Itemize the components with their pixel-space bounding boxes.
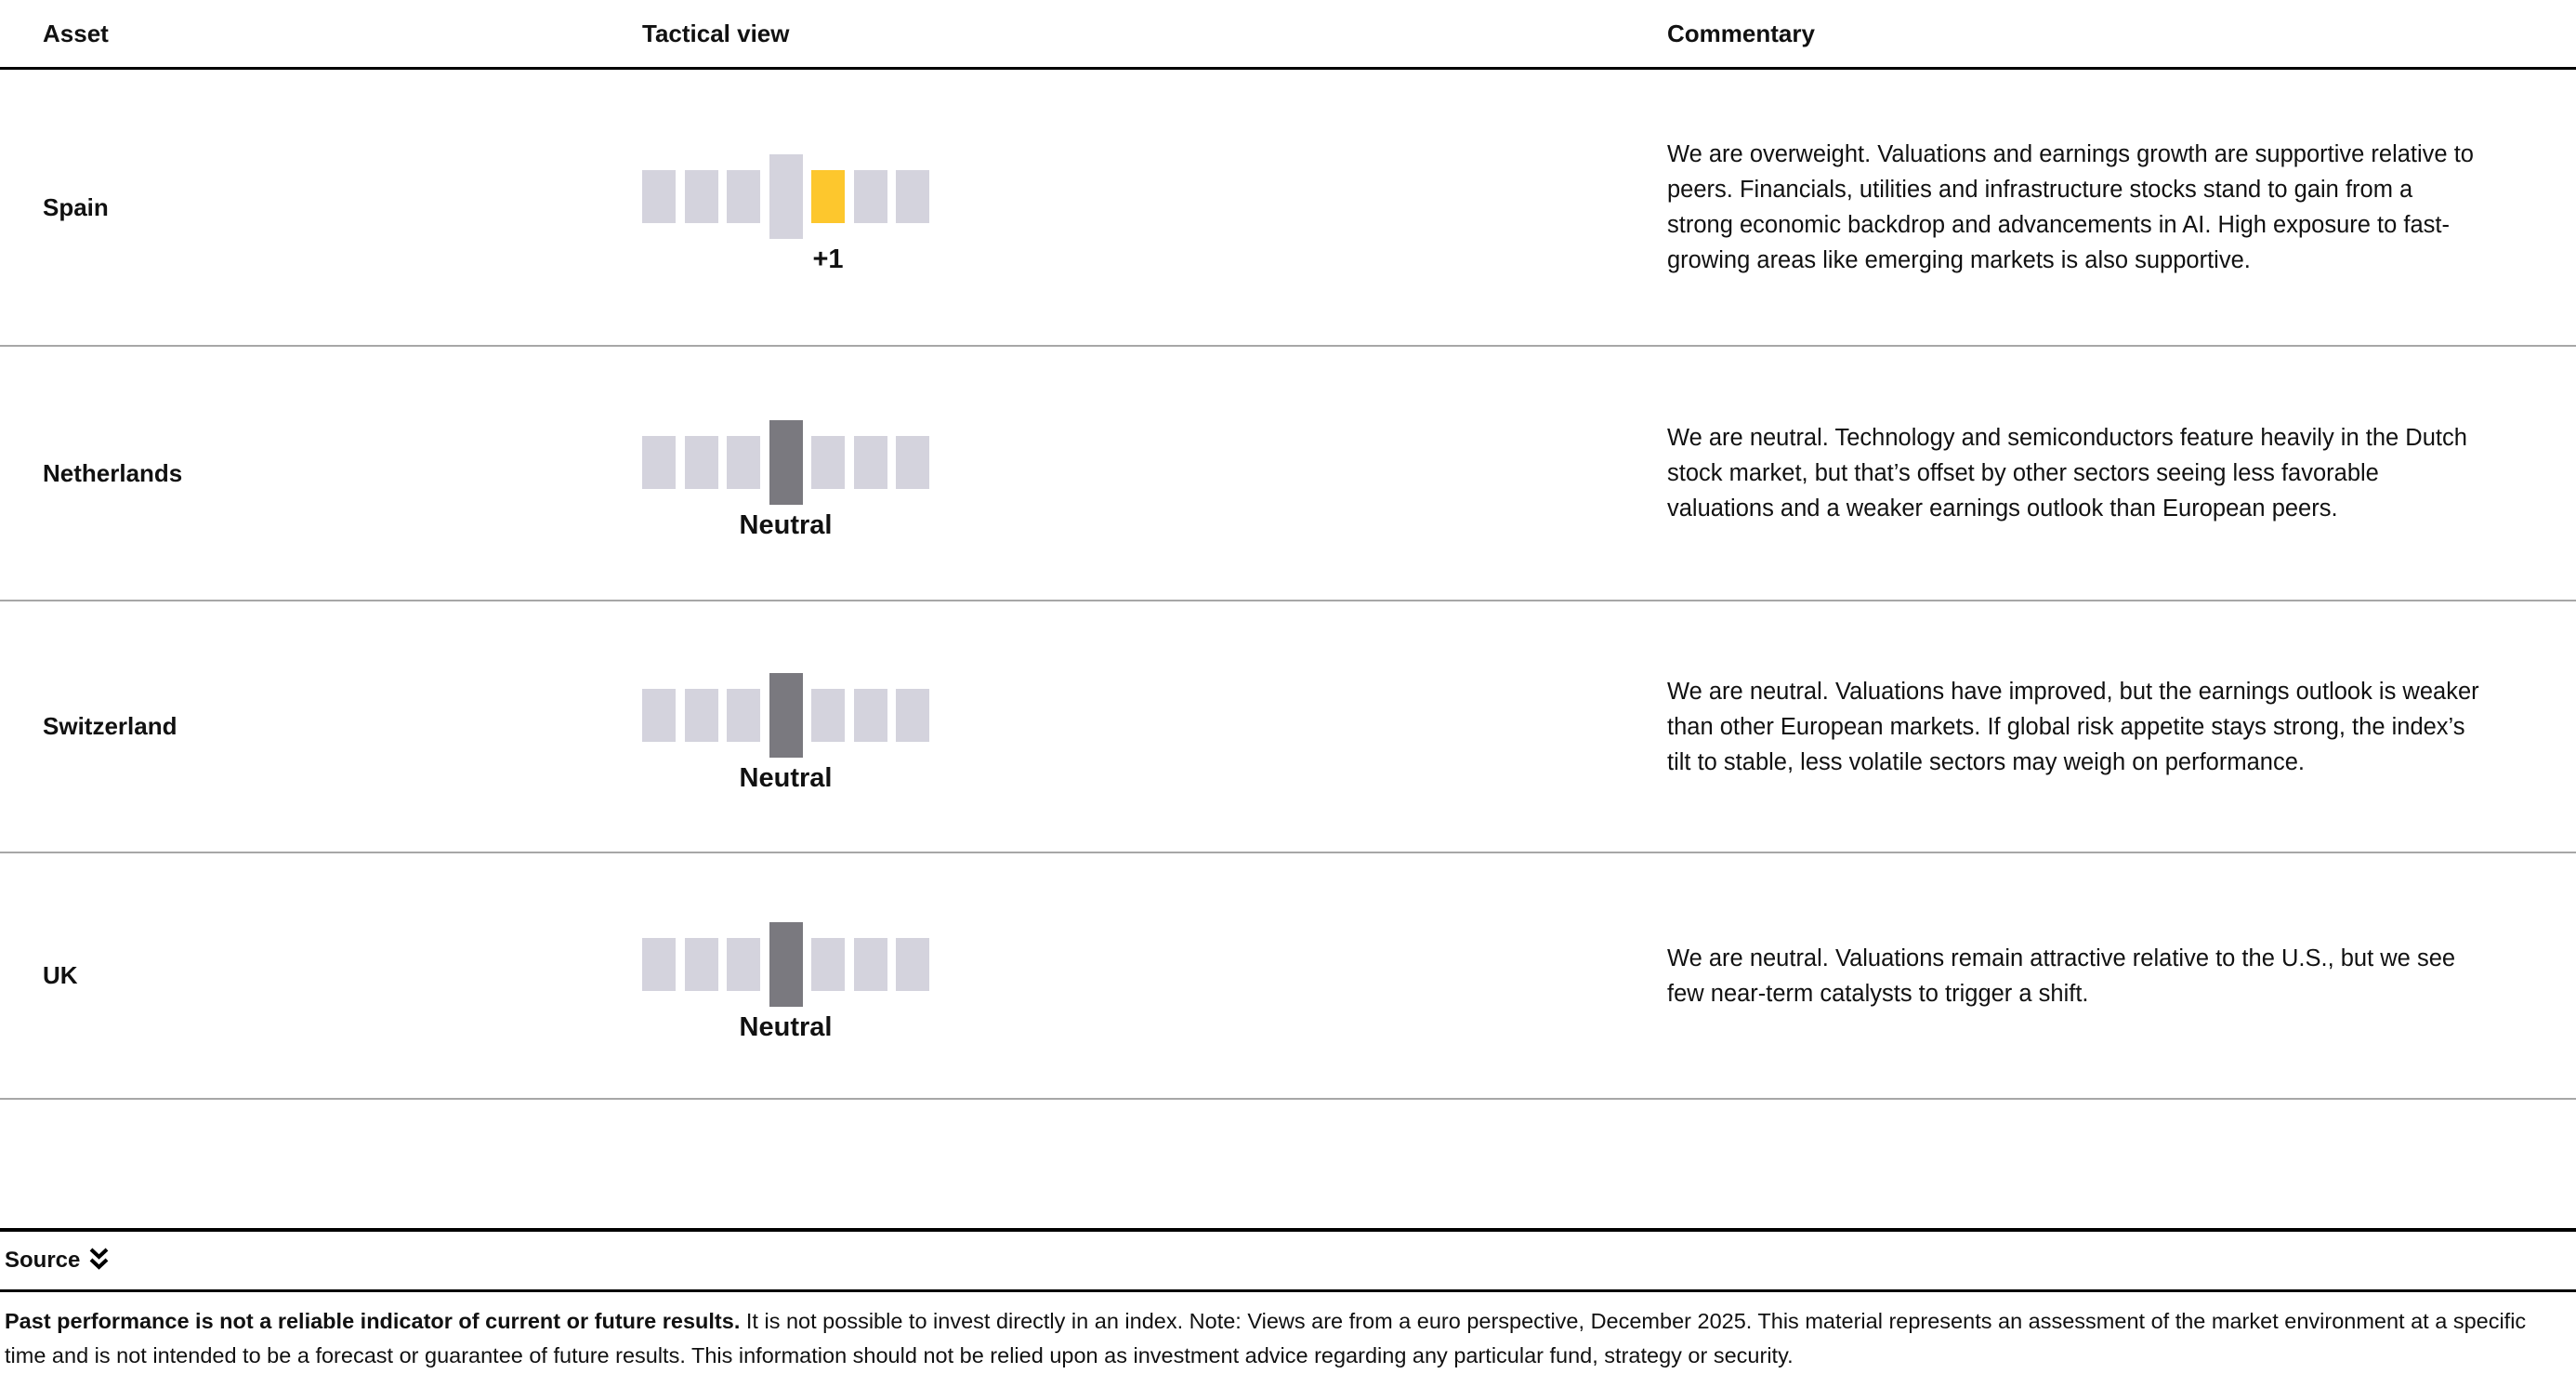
view-bar xyxy=(854,436,887,489)
table-row xyxy=(0,70,2576,347)
view-scale-bars xyxy=(642,673,929,758)
column-header-tactical-view: Tactical view xyxy=(642,19,790,47)
view-bar-neutral xyxy=(769,922,803,1007)
asset-name: Switzerland xyxy=(43,712,177,740)
view-bar xyxy=(642,689,676,742)
view-bar xyxy=(896,938,929,991)
source-label: Source xyxy=(5,1248,81,1273)
view-bar xyxy=(685,170,718,223)
commentary-text: We are neutral. Valuations have improved, but the earnings outlook is weaker than other European markets. If global risk appetite stays strong, the index’s tilt to stable, less volatile sectors may weigh on performance. xyxy=(1667,678,2479,775)
view-bar xyxy=(727,170,760,223)
view-bar xyxy=(685,689,718,742)
column-header-commentary: Commentary xyxy=(1667,19,1815,47)
tactical-view-chart xyxy=(642,905,929,1046)
view-scale-bars xyxy=(642,420,929,505)
view-bar xyxy=(685,436,718,489)
view-bar xyxy=(854,938,887,991)
table-footer xyxy=(0,1228,2576,1373)
tactical-view-chart xyxy=(642,138,929,278)
view-bar-neutral xyxy=(769,673,803,758)
view-bar xyxy=(811,938,845,991)
view-bar xyxy=(642,170,676,223)
view-bar xyxy=(896,170,929,223)
source-toggle[interactable] xyxy=(0,1232,2576,1289)
asset-name: Netherlands xyxy=(43,458,183,487)
view-bar-neutral xyxy=(769,154,803,239)
table-header-row xyxy=(0,0,2576,70)
view-bar xyxy=(685,938,718,991)
view-bar xyxy=(896,689,929,742)
table-row xyxy=(0,347,2576,601)
commentary-text: We are overweight. Valuations and earnings growth are supportive relative to peers. Financials, utilities and infrastructure stocks stand to gain from a strong economic backdrop and advancements in AI. High exposure to fast-growing areas like emerging markets is also supportive. xyxy=(1667,141,2474,273)
asset-name: UK xyxy=(43,961,78,989)
view-bar xyxy=(727,689,760,742)
view-bar xyxy=(727,938,760,991)
disclaimer-text xyxy=(0,1292,2576,1373)
tactical-view-label: +1 xyxy=(812,244,844,274)
tactical-view-label: Neutral xyxy=(739,1012,833,1042)
disclaimer-body: It is not possible to invest directly in an index. Note: Views are from a euro perspective, December 2025. This material represents an assessment of the market environment at a specific time and is not intended to be a forecast or guarantee of future results. This information should not be relied upon as investment advice regarding any particular fund, strategy or security. xyxy=(5,1309,2527,1367)
view-bar xyxy=(854,689,887,742)
view-bar xyxy=(811,436,845,489)
view-bar-neutral xyxy=(769,420,803,505)
view-bar xyxy=(642,938,676,991)
view-bar xyxy=(642,436,676,489)
view-bar xyxy=(854,170,887,223)
disclaimer-bold-lead: Past performance is not a reliable indicator of current or future results. xyxy=(5,1309,741,1333)
commentary-text: We are neutral. Valuations remain attractive relative to the U.S., but we see few near-term catalysts to trigger a shift. xyxy=(1667,944,2456,1007)
tactical-view-label: Neutral xyxy=(739,763,833,793)
view-bar xyxy=(896,436,929,489)
double-chevron-down-icon xyxy=(89,1247,109,1277)
column-header-asset: Asset xyxy=(43,19,109,47)
view-bar xyxy=(727,436,760,489)
asset-name: Spain xyxy=(43,192,109,221)
view-bar xyxy=(811,689,845,742)
tactical-view-chart xyxy=(642,403,929,544)
commentary-text: We are neutral. Technology and semiconductors feature heavily in the Dutch stock market, but that’s offset by other sectors seeing less favorable valuations and a weaker earnings outlook than European peers. xyxy=(1667,425,2467,522)
table-body xyxy=(0,70,2576,1100)
table-row xyxy=(0,853,2576,1100)
tactical-view-label: Neutral xyxy=(739,509,833,540)
view-scale-bars xyxy=(642,154,929,239)
empty-table-row xyxy=(0,1100,2576,1228)
table-row xyxy=(0,601,2576,853)
view-bar-active xyxy=(811,170,845,223)
view-scale-bars xyxy=(642,922,929,1007)
tactical-view-chart xyxy=(642,656,929,797)
